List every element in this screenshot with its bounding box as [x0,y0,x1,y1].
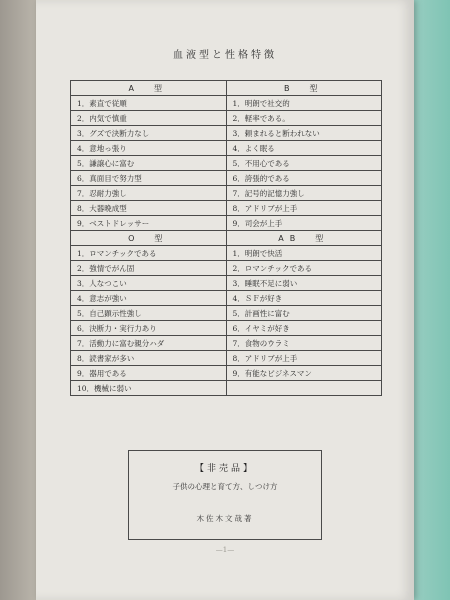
type-o-item: 9．器用である [71,366,227,381]
author-name: 木佐木文哉著 [196,514,254,523]
table-row [71,306,382,321]
blood-type-table [70,80,382,396]
document-page [36,0,414,600]
header-type-ab: AB 型 [226,231,382,246]
type-o-item: 8．読書家が多い [71,351,227,366]
type-a-item: 7．忍耐力強し [71,186,227,201]
table-row [71,96,382,111]
type-b-item: 7．記号的記憶力強し [226,186,382,201]
table-row [71,366,382,381]
type-ab-item: 3．睡眠不足に弱い [226,276,382,291]
type-b-item: 2．軽率である。 [226,111,382,126]
type-o-item: 5．自己顕示性強し [71,306,227,321]
type-b-item: 1．明朗で社交的 [226,96,382,111]
type-ab-item: 2．ロマンチックである [226,261,382,276]
type-b-item: 6．誇張的である [226,171,382,186]
page-number: —1— [215,546,235,554]
table-header-row [71,81,382,96]
type-ab-item: 5．計画性に富む [226,306,382,321]
type-b-item: 3．頼まれると断われない [226,126,382,141]
table-row [71,111,382,126]
type-o-item: 7．活動力に富む親分ハダ [71,336,227,351]
left-background [0,0,40,600]
table-row [71,321,382,336]
type-ab-item: 7．食物のウラミ [226,336,382,351]
table-row [71,381,382,396]
type-o-item: 10．機械に弱い [71,381,227,396]
table-row [71,216,382,231]
table-row [71,171,382,186]
not-for-sale-label: 【非売品】 [194,464,255,474]
table-row [71,201,382,216]
type-o-item: 2．強情でがん固 [71,261,227,276]
type-a-item: 4．意地っ張り [71,141,227,156]
type-b-item: 9．司会が上手 [226,216,382,231]
type-ab-item: 1．明朗で快活 [226,246,382,261]
type-a-item: 2．内気で慎重 [71,111,227,126]
table-row [71,351,382,366]
table-row [71,336,382,351]
table-row [71,126,382,141]
table-row [71,276,382,291]
type-o-item: 3．人なつこい [71,276,227,291]
table-row [71,186,382,201]
type-ab-item: 9．有能なビジネスマン [226,366,382,381]
type-b-item: 4．よく眠る [226,141,382,156]
type-o-item: 4．意志が強い [71,291,227,306]
table-row [71,261,382,276]
empty-cell [226,381,382,396]
type-b-item: 5．不用心である [226,156,382,171]
right-background [408,0,450,600]
table-row [71,156,382,171]
table-row [71,141,382,156]
table-row [71,291,382,306]
type-a-item: 6．真面目で努力型 [71,171,227,186]
type-o-item: 1．ロマンチックである [71,246,227,261]
type-ab-item: 6．イヤミが好き [226,321,382,336]
header-type-b: B 型 [226,81,382,96]
type-a-item: 3．グズで決断力なし [71,126,227,141]
table-row [71,246,382,261]
type-b-item: 8．アドリブが上手 [226,201,382,216]
header-type-o: O 型 [71,231,227,246]
type-a-item: 1．素直で従順 [71,96,227,111]
header-type-a: A 型 [71,81,227,96]
table-header-row [71,231,382,246]
not-for-sale-box [128,450,322,540]
type-a-item: 9．ベストドレッサー [71,216,227,231]
page-title: 血液型と性格特徴 [173,50,277,61]
type-o-item: 6．決断力・実行力あり [71,321,227,336]
type-a-item: 8．大器晩成型 [71,201,227,216]
type-a-item: 5．謙譲心に富む [71,156,227,171]
type-ab-item: 4．ＳＦが好き [226,291,382,306]
type-ab-item: 8．アドリブが上手 [226,351,382,366]
book-title: 子供の心理と育て方、しつけ方 [172,482,278,491]
